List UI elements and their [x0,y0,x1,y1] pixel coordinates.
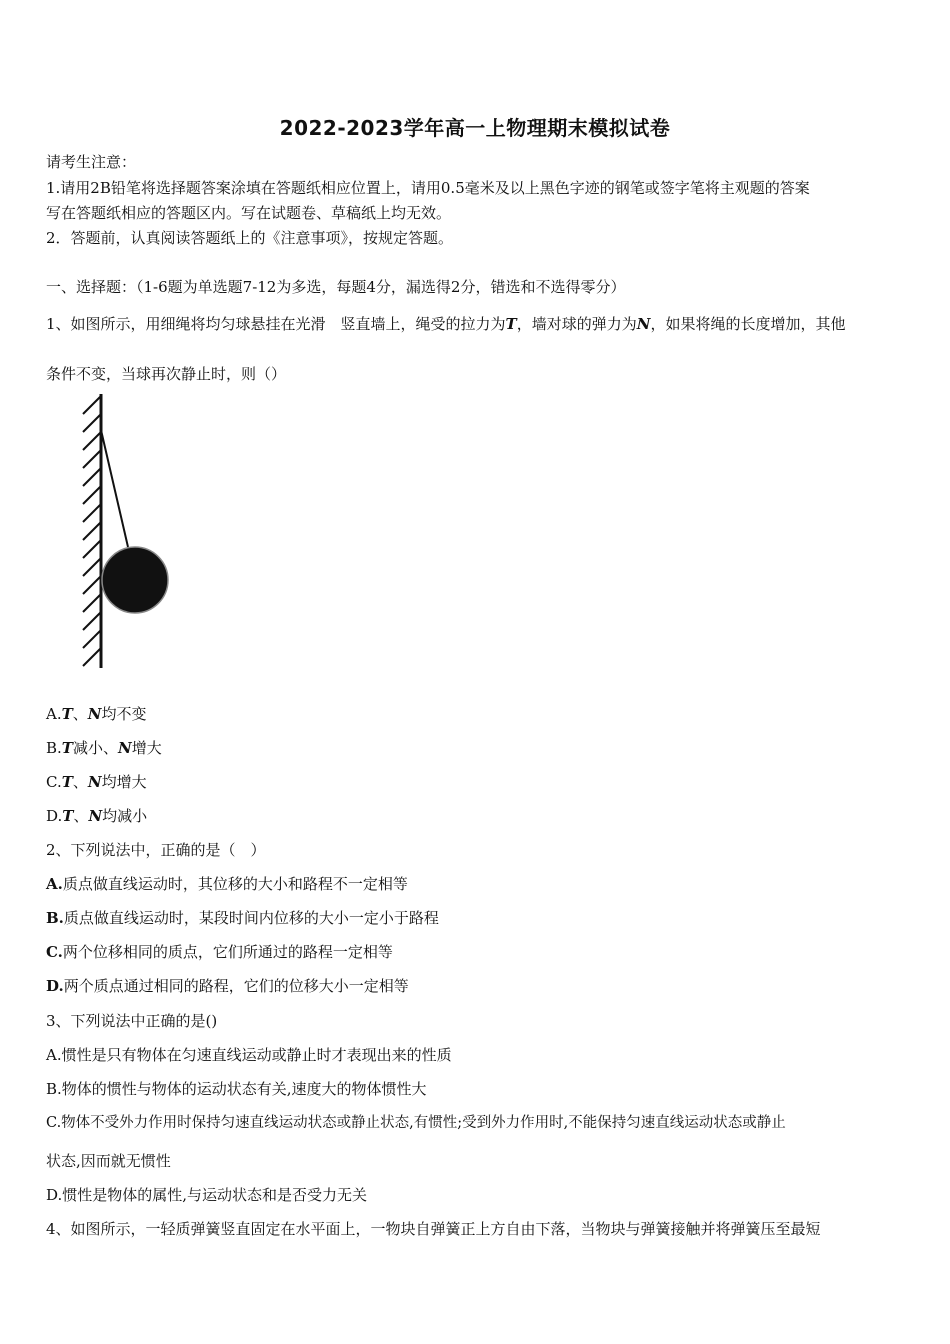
q1-option-d-T: T [62,807,74,825]
notice-heading: 请考生注意： [46,153,137,171]
q2-option-d-prefix: D. [46,977,64,995]
q3-option-d: D.惯性是物体的属性,与运动状态和是否受力无关 [46,1186,368,1204]
q1-option-b-T: T [61,739,73,757]
q1-option-d-text: 均减小 [102,807,148,825]
q1-symbol-T: T [505,315,517,333]
ball-circle [102,547,168,613]
q1-option-a-sep: 、 [72,705,88,723]
q2-option-a-prefix: A. [46,875,63,893]
q1-option-a [46,704,908,724]
q2-option-c-text: 两个位移相同的质点，它们所通过的路程一定相等 [62,943,393,961]
q1-stem-a3: ，如果将绳的长度增加，其他 [650,315,846,333]
q1-option-a-prefix: A. [46,705,62,723]
notice-item-1a: 1.请用2B铅笔将选择题答案涂填在答题纸相应位置上，请用0.5毫米及以上黑色字迹的钢笔或签字笔将主观题的答案 [46,179,810,197]
q1-option-c [46,772,908,792]
q1-option-b-N: N [117,739,132,757]
q1-option-c-N: N [87,773,102,791]
q1-stem-line2: 条件不变，当球再次静止时，则（） [46,365,287,383]
q1-option-c-prefix: C. [46,773,62,791]
q3-stem: 3、下列说法中正确的是() [46,1012,218,1030]
q1-stem-a2: ，墙对球的弹力为 [516,315,637,333]
q2-option-d-text: 两个质点通过相同的路程，它们的位移大小一定相等 [63,977,409,995]
q4-stem: 4、如图所示，一轻质弹簧竖直固定在水平面上，一物块自弹簧正上方自由下落，当物块与弹簧接触并将弹簧压至最短 [46,1220,821,1238]
q2-option-a-text: 质点做直线运动时，其位移的大小和路程不一定相等 [62,875,408,893]
q3-option-a: A.惯性是只有物体在匀速直线运动或静止时才表现出来的性质 [46,1046,452,1064]
page-title: 2022-2023学年高一上物理期末模拟试卷 [279,116,671,140]
q1-option-b-sep: 减小、 [72,739,118,757]
q3-option-c-line2: 状态,因而就无惯性 [46,1152,171,1170]
q1-option-b-prefix: B. [46,739,62,757]
q1-option-d-prefix: D. [46,807,63,825]
q1-option-c-T: T [61,773,73,791]
q2-option-b-prefix: B. [46,909,64,927]
q1-option-c-text: 均增大 [101,773,147,791]
q2-option-c [46,942,908,962]
section-heading: 一、选择题：（1-6题为单选题7-12为多选，每题4分，漏选得2分，错选和不选得零分） [46,278,626,296]
q1-option-a-text: 均不变 [101,705,147,723]
q2-stem: 2、下列说法中，正确的是（ ） [46,841,266,859]
q1-option-d-sep: 、 [73,807,89,825]
q2-option-b-text: 质点做直线运动时，某段时间内位移的大小一定小于路程 [63,909,439,927]
q1-diagram-wall-ball [76,392,176,672]
q1-option-a-N: N [87,705,102,723]
q3-option-b: B.物体的惯性与物体的运动状态有关,速度大的物体惯性大 [46,1080,427,1098]
q2-option-b [46,908,908,928]
wall-hatching [83,396,101,666]
q1-option-c-sep: 、 [72,773,88,791]
notice-item-1b: 写在答题纸相应的答题区内。写在试题卷、草稿纸上均无效。 [46,204,452,222]
q1-stem-a1: 1、如图所示，用细绳将均匀球悬挂在光滑 竖直墙上，绳受的拉力为 [46,315,506,333]
notice-item-2: 2．答题前，认真阅读答题纸上的《注意事项》，按规定答题。 [46,229,454,247]
q1-option-d [46,806,908,826]
q1-option-b-text: 增大 [131,739,162,757]
q2-option-d [46,976,908,996]
q1-symbol-N: N [636,315,651,333]
q1-option-b [46,738,908,758]
q2-option-c-prefix: C. [46,943,63,961]
q1-stem-line1 [46,314,908,334]
q3-option-c-line1: C.物体不受外力作用时保持匀速直线运动状态或静止状态,有惯性;受到外力作用时,不能保持匀速直线运动状态或静止 [46,1115,786,1131]
q2-option-a [46,874,908,894]
q1-option-d-N: N [88,807,103,825]
rope-line [101,430,128,547]
q1-option-a-T: T [61,705,73,723]
